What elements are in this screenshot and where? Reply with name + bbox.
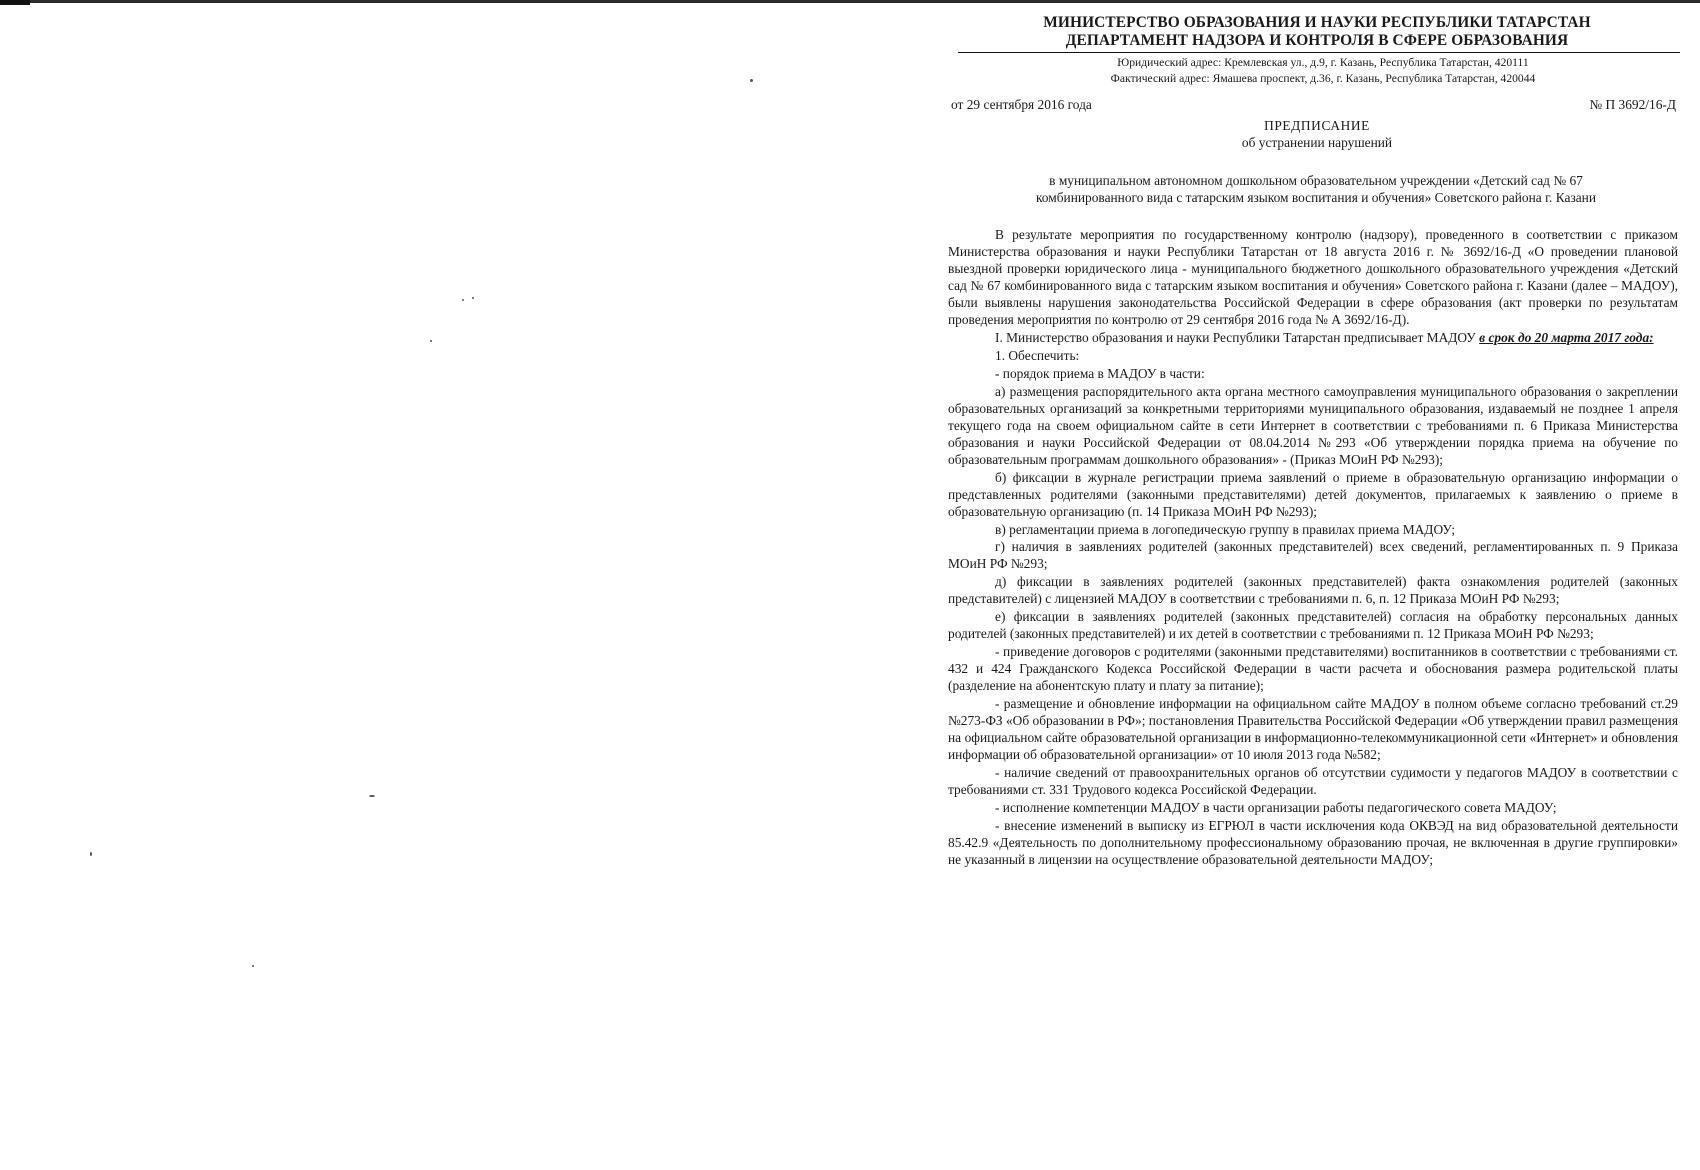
section-one-text: I. Министерство образования и науки Республики Татарстан предписывает МАДОУ — [995, 330, 1480, 346]
letterhead — [956, 14, 1678, 50]
intro-paragraph: В результате мероприятия по государственному контролю (надзору), проведенного в соответствии с приказом Министерства образования и науки Республики Татарстан от 18 августа 2016 г. № 3692/16-Д «О проведении плановой выездной проверки юридического лица - муниципального бюджетного дошкольного образовательного учреждения «Детский сад № 67 комбинированного вида с татарским языком воспитания и обучения» Советского района г. Казани (далее – МАДОУ), были выявлены нарушения законодательства Российской Федерации в сфере образования (акт проверки по результатам проведения мероприятия по контролю от 29 сентября 2016 года № А 3692/16-Д). — [948, 227, 1678, 328]
actual-address: Фактический адрес: Ямашева проспект, д.36, г. Казань, Республика Татарстан, 420044 — [1110, 71, 1536, 85]
addresses — [968, 55, 1678, 86]
admission-paragraph: - порядок приема в МАДОУ в части: — [995, 365, 1205, 381]
document-number: № П 3692/16-Д — [1589, 97, 1676, 112]
deadline-text: в срок до 20 марта 2017 года: — [1479, 330, 1654, 346]
item-g-paragraph: г) наличия в заявлениях родителей (законных представителей) всех сведений, регламентированных п. 9 Приказа МОиН РФ №293; — [948, 539, 1678, 572]
egrul-paragraph: - внесение изменений в выписку из ЕГРЮЛ в части исключения кода ОКВЭД на вид образовательной деятельности 85.42.9 «Деятельность по дополнительному профессиональному образованию прочая, не включенная в другие группировки» не указанный в лицензии на осуществление образовательной деятельности МАДОУ; — [948, 817, 1678, 867]
document-heading — [956, 117, 1678, 151]
item-e-paragraph: е) фиксации в заявлениях родителей (законных представителей) согласия на обработку персональных данных родителей (законных представителей) и их детей в соответствии с требованиями п. 12 Приказа МОиН РФ №293; — [948, 609, 1678, 642]
scan-speck — [462, 299, 464, 301]
item-d-paragraph: д) фиксации в заявлениях родителей (законных представителей) факта ознакомления родителей (законных представителей) с лицензией МАДОУ в соответствии с требованиями п. 6, п. 12 Приказа МОиН РФ №293; — [948, 574, 1678, 607]
department-name: ДЕПАРТАМЕНТ НАДЗОРА И КОНТРОЛЯ В СФЕРЕ ОБРАЗОВАНИЯ — [1065, 32, 1569, 49]
contracts-paragraph: - приведение договоров с родителями (законными представителями) воспитанников в соответствии с требованиями ст. 432 и 424 Гражданского Кодекса Российской Федерации в части расчета и обоснования размера родительской платы (разделение на абонентскую плату и плату за питание); — [948, 644, 1678, 694]
document-title: ПРЕДПИСАНИЕ — [1264, 118, 1370, 133]
ensure-paragraph: 1. Обеспечить: — [995, 347, 1080, 363]
section-one-paragraph — [948, 329, 1678, 346]
letterhead-divider — [958, 52, 1680, 53]
website-paragraph: - размещение и обновление информации на официальном сайте МАДОУ в полном объеме согласно требований ст.29 №273-ФЗ «Об образовании в РФ»; постановления Правительства Российской Федерации «Об утверждении правил размещения на официальном сайте образовательной организации в информационно-телекоммуникационной сети «Интернет» и обновления информации об образовательной организации» от 10 июля 2013 года №582; — [948, 696, 1678, 763]
scan-speck — [472, 297, 474, 299]
document-date: от 29 сентября 2016 года — [951, 97, 1092, 112]
scan-speck — [750, 79, 753, 82]
scan-edge-mark — [0, 0, 30, 5]
council-paragraph: - исполнение компетенции МАДОУ в части организации работы педагогического совета МАДОУ; — [995, 799, 1557, 815]
date-number-row — [948, 97, 1678, 117]
institution-line: в муниципальном автономном дошкольном образовательном учреждении «Детский сад № 67 — [1049, 173, 1583, 188]
scan-speck — [430, 340, 432, 342]
document-subtitle: об устранении нарушений — [1241, 135, 1393, 150]
institution-name — [954, 172, 1678, 206]
prescription-page — [948, 14, 1678, 868]
item-a-paragraph: а) размещения распорядительного акта органа местного самоуправления муниципального образования о закреплении образовательных организаций за конкретными территориями муниципального образования, издаваемый не позднее 1 апреля текущего года на своем официальном сайте в сети Интернет в соответствии с требованиями п. 6 Приказа Министерства образования и науки Российской Федерации от 08.04.2014 №293 «Об утверждении порядка приема на обучение по образовательным программам дошкольного образования» - (Приказ МОиН РФ №293); — [948, 383, 1678, 467]
ministry-name: МИНИСТЕРСТВО ОБРАЗОВАНИЯ И НАУКИ РЕСПУБЛИКИ ТАТАРСТАН — [1043, 14, 1591, 31]
institution-line: комбинированного вида с татарским языком воспитания и обучения» Советского района г. Казани — [1035, 190, 1597, 205]
scan-speck — [252, 965, 254, 967]
scan-speck — [90, 852, 92, 856]
item-b-paragraph: б) фиксации в журнале регистрации приема заявлений о приеме в образовательную организацию информации о представленных родителями (законными представителями) детей документов, прилагаемых к заявлению о приеме в образовательную организацию (п. 14 Приказа МОиН РФ №293); — [948, 469, 1678, 519]
document-body — [948, 226, 1678, 868]
item-v-paragraph: в) регламентации приема в логопедическую группу в правилах приема МАДОУ; — [995, 521, 1456, 537]
records-paragraph: - наличие сведений от правоохранительных органов об отсутствии судимости у педагогов МАДОУ в соответствии с требованиями ст. 331 Трудового кодекса Российской Федерации. — [948, 765, 1678, 798]
legal-address: Юридический адрес: Кремлевская ул., д.9, г. Казань, Республика Татарстан, 420111 — [1117, 56, 1529, 69]
scan-edge-line — [0, 0, 1700, 3]
scan-speck — [369, 795, 375, 797]
